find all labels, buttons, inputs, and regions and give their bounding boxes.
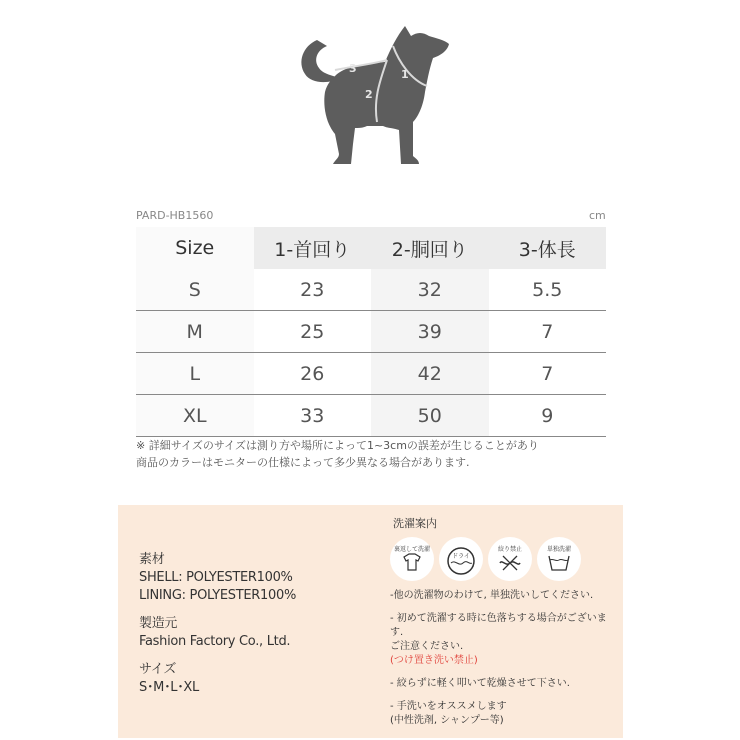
table-header-row: [136, 227, 606, 269]
material-info: [139, 551, 296, 697]
care-icon-label: 単独洗濯: [546, 546, 571, 553]
info-panel: [118, 505, 623, 738]
lining-material: LINING: POLYESTER100%: [139, 588, 296, 603]
dog-measurement-diagram: [295, 18, 455, 166]
dry-clean-icon: [439, 537, 483, 581]
care-instructions: [390, 589, 618, 737]
size-cell: M: [136, 311, 254, 353]
diagram-marker-3: 3: [349, 62, 357, 75]
chest-cell: 42: [371, 353, 489, 395]
care-line: -他の洗濯物のわけて, 単独洗いしてください.: [390, 590, 594, 601]
unit-label: cm: [589, 209, 606, 222]
size-table: [136, 227, 606, 437]
neck-cell: 25: [254, 311, 372, 353]
no-wring-icon: [488, 537, 532, 581]
length-cell: 7: [489, 353, 607, 395]
care-icon-label: ドライ: [452, 553, 470, 560]
neck-cell: 23: [254, 269, 372, 311]
diagram-marker-2: 2: [365, 88, 373, 101]
note-line: ※ 詳細サイズのサイズは測り方や場所によって1~3cmの誤差が生じることがあり: [136, 439, 539, 452]
maker-label: 製造元: [139, 616, 178, 631]
chest-cell: 50: [371, 395, 489, 437]
care-line: - 初めて洗濯する時に色落ちする場合がございます.: [390, 613, 607, 638]
maker-name: Fashion Factory Co., Ltd.: [139, 634, 291, 649]
size-cell: L: [136, 353, 254, 395]
chest-cell: 39: [371, 311, 489, 353]
length-cell: 9: [489, 395, 607, 437]
neck-cell: 33: [254, 395, 372, 437]
separate-wash-icon: [390, 537, 434, 581]
hand-wash-icon: [537, 537, 581, 581]
size-cell: XL: [136, 395, 254, 437]
product-code: PARD-HB1560: [136, 209, 214, 222]
care-title: 洗濯案内: [393, 517, 437, 530]
care-icon-label: 絞り禁止: [497, 546, 522, 553]
neck-cell: 26: [254, 353, 372, 395]
length-cell: 5.5: [489, 269, 607, 311]
material-label: 素材: [139, 552, 165, 567]
care-line: - 絞らずに軽く叩いて乾燥させて下さい.: [390, 678, 570, 689]
care-line: (中性洗剤, シャンプー等): [390, 715, 504, 726]
size-list: S･M･L･XL: [139, 680, 199, 695]
care-line: ご注意ください.: [390, 641, 464, 652]
header-neck: 1-首回り: [254, 227, 372, 269]
length-cell: 7: [489, 311, 607, 353]
chest-cell: 32: [371, 269, 489, 311]
table-row: [136, 395, 606, 437]
note-line: 商品のカラーはモニターの仕様によって多少異なる場合があります.: [136, 456, 470, 469]
size-cell: S: [136, 269, 254, 311]
table-row: [136, 269, 606, 311]
care-icons: [390, 537, 581, 581]
care-warning: (つけ置き洗い禁止): [390, 655, 478, 666]
table-row: [136, 353, 606, 395]
size-notes: [136, 437, 606, 471]
care-line: - 手洗いをオススメします: [390, 701, 507, 712]
header-chest: 2-胴回り: [371, 227, 489, 269]
table-row: [136, 311, 606, 353]
size-label: サイズ: [139, 662, 177, 677]
header-size: Size: [136, 227, 254, 269]
diagram-marker-1: 1: [401, 68, 409, 81]
care-icon-label: 裏返して洗濯: [393, 546, 430, 553]
header-length: 3-体長: [489, 227, 607, 269]
shell-material: SHELL: POLYESTER100%: [139, 570, 293, 585]
